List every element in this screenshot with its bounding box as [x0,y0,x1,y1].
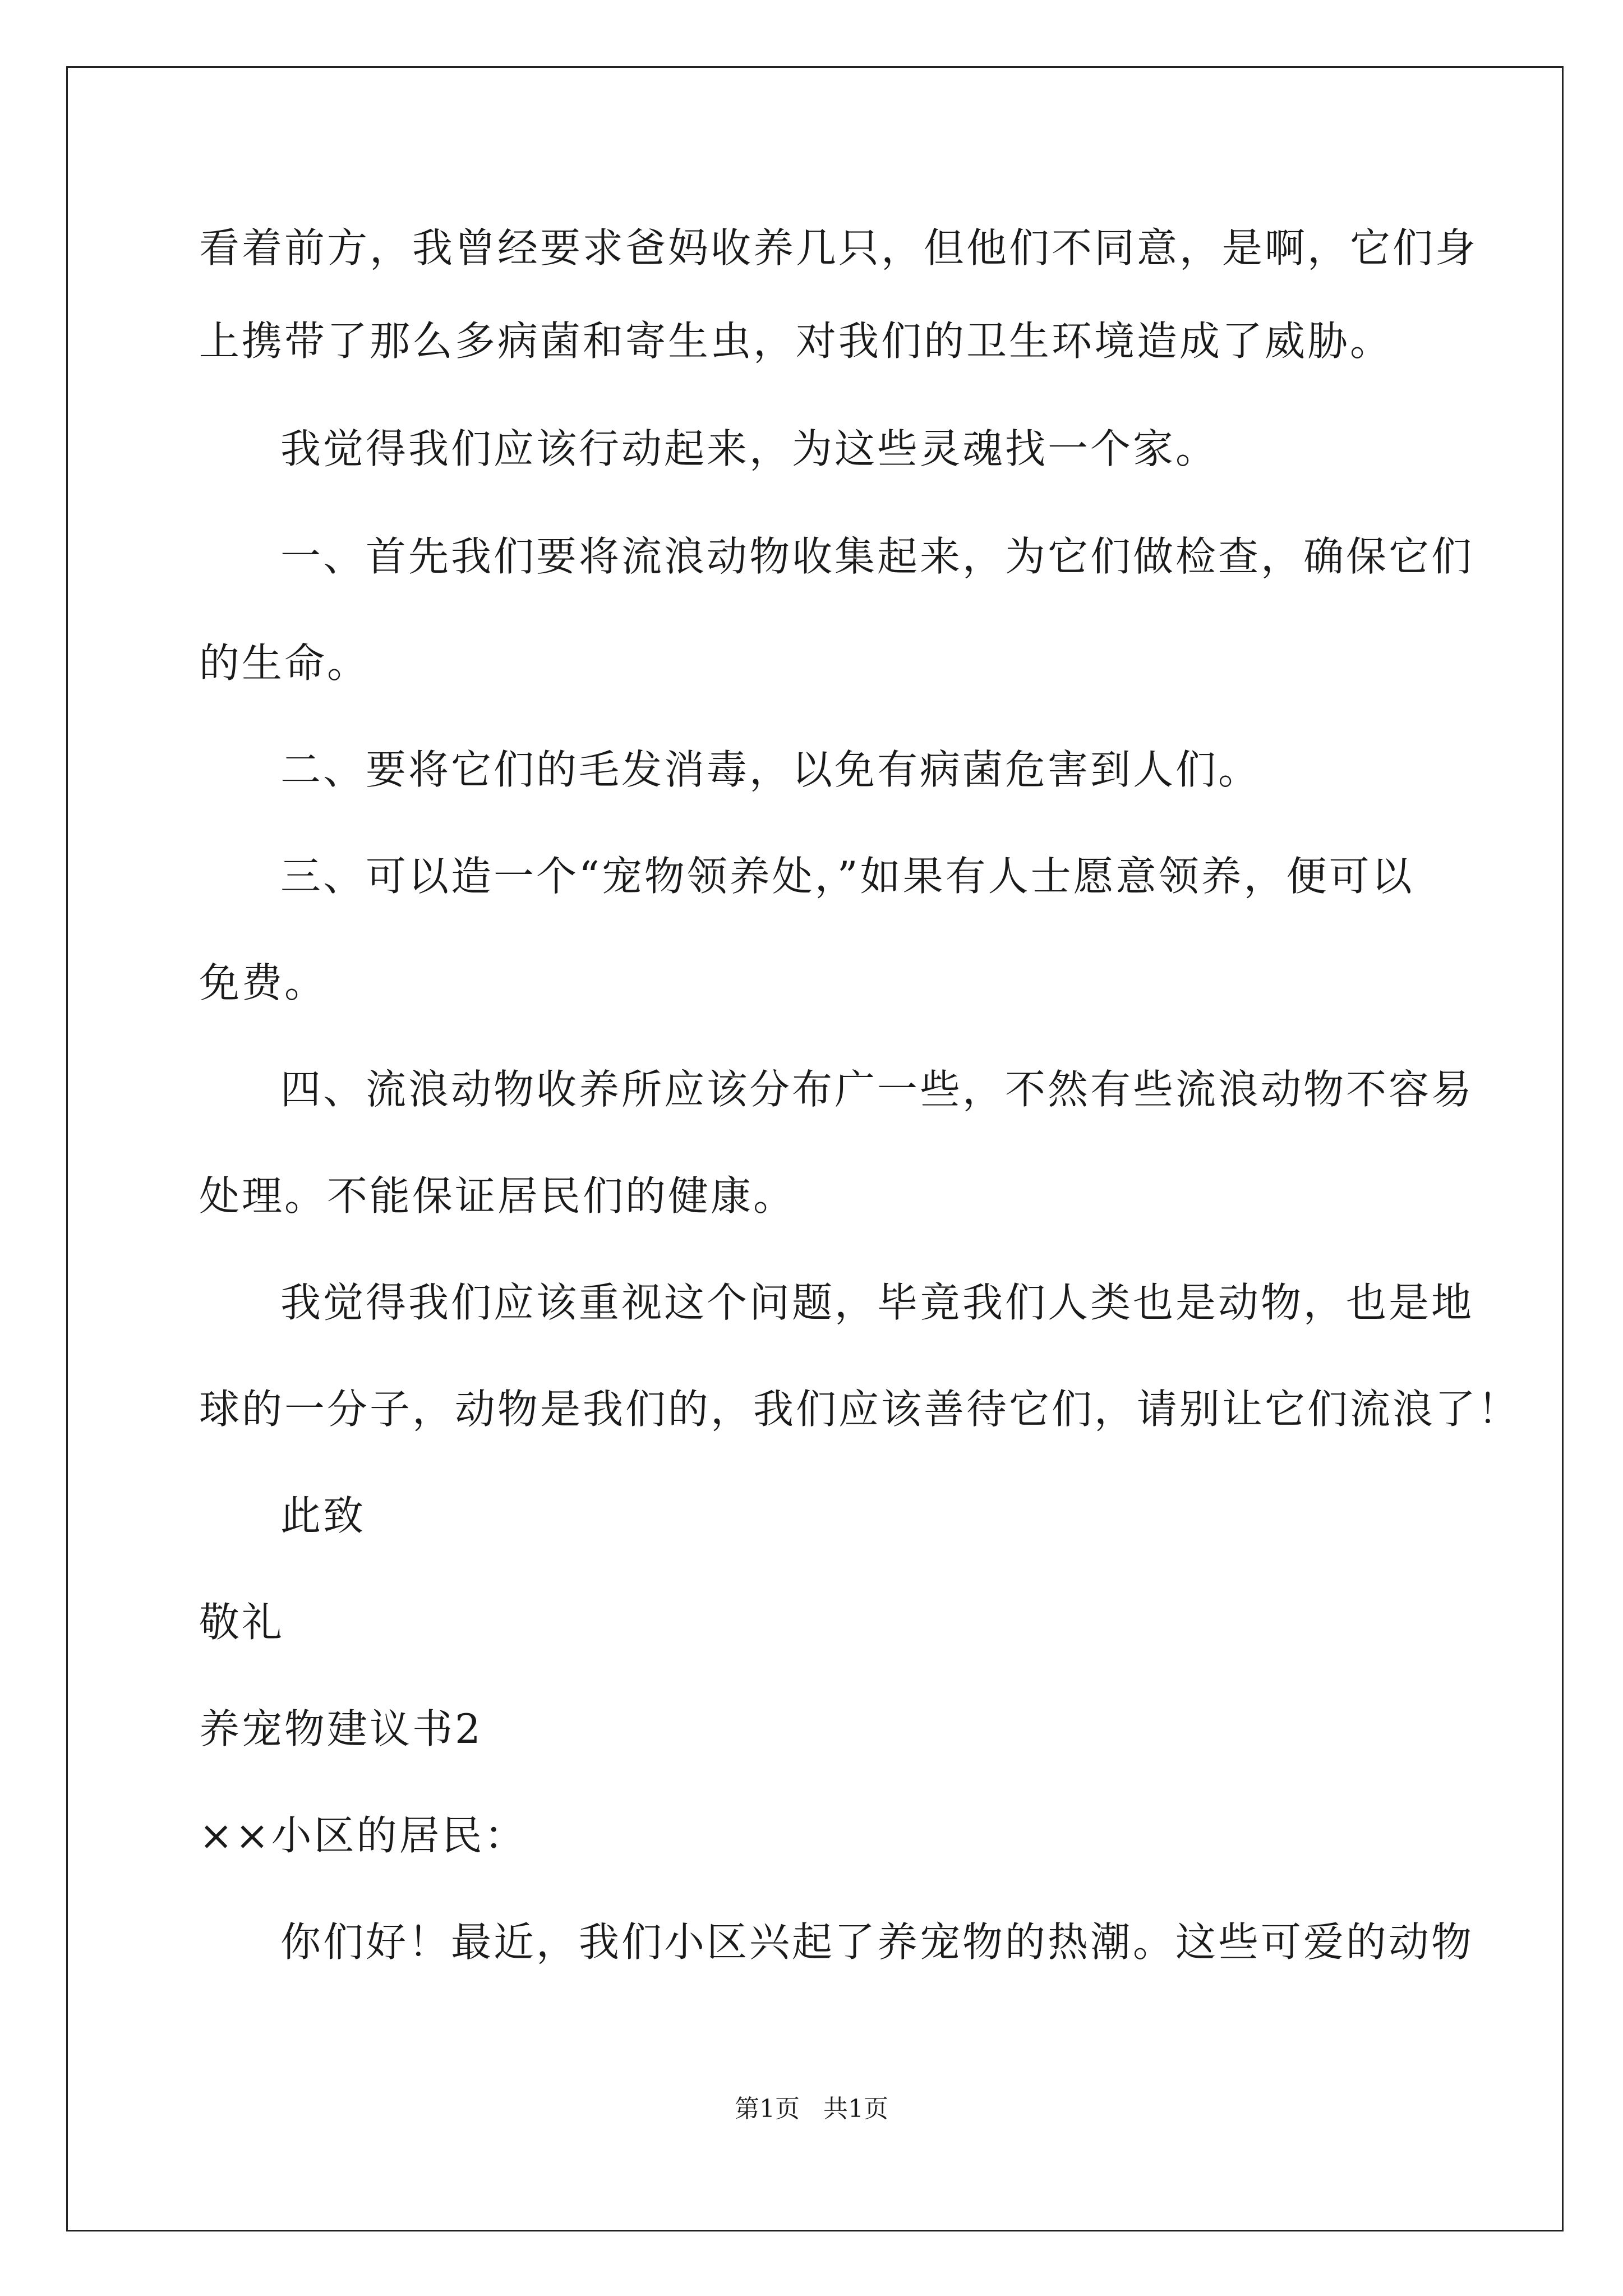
text-line-1: 看着前方，我曾经要求爸妈收养几只，但他们不同意，是啊，它们身 [199,224,1478,272]
text-line-10: 处理。不能保证居民们的健康。 [199,1172,796,1220]
closing-regards: 敬礼 [199,1599,285,1646]
section-title: 养宠物建议书2 [199,1705,483,1752]
text-line-7: 三、可以造一个“宠物领养处，”如果有人士愿意领养，便可以 [280,853,1414,900]
page-border [66,66,1564,2231]
text-line-3: 我觉得我们应该行动起来，为这些灵魂找一个家。 [280,425,1219,472]
text-line-8: 免费。 [199,959,328,1006]
text-line-5: 的生命。 [199,639,370,687]
page-footer: 第1页 共1页 [735,2095,888,2123]
text-line-6: 二、要将它们的毛发消毒，以免有病菌危害到人们。 [280,746,1261,793]
text-line-2: 上携带了那么多病菌和寄生虫，对我们的卫生环境造成了威胁。 [199,318,1393,365]
closing-salutation: 此致 [280,1492,366,1539]
text-line-9: 四、流浪动物收养所应该分布广一些，不然有些流浪动物不容易 [280,1066,1474,1113]
text-line-11: 我觉得我们应该重视这个问题，毕竟我们人类也是动物，也是地 [280,1279,1474,1326]
addressee-line: ××小区的居民： [199,1812,527,1859]
text-line-12: 球的一分子，动物是我们的，我们应该善待它们，请别让它们流浪了！ [199,1386,1521,1433]
text-line-4: 一、首先我们要将流浪动物收集起来，为它们做检查，确保它们 [280,533,1474,580]
text-line-17: 你们好！最近，我们小区兴起了养宠物的热潮。这些可爱的动物 [280,1918,1474,1966]
